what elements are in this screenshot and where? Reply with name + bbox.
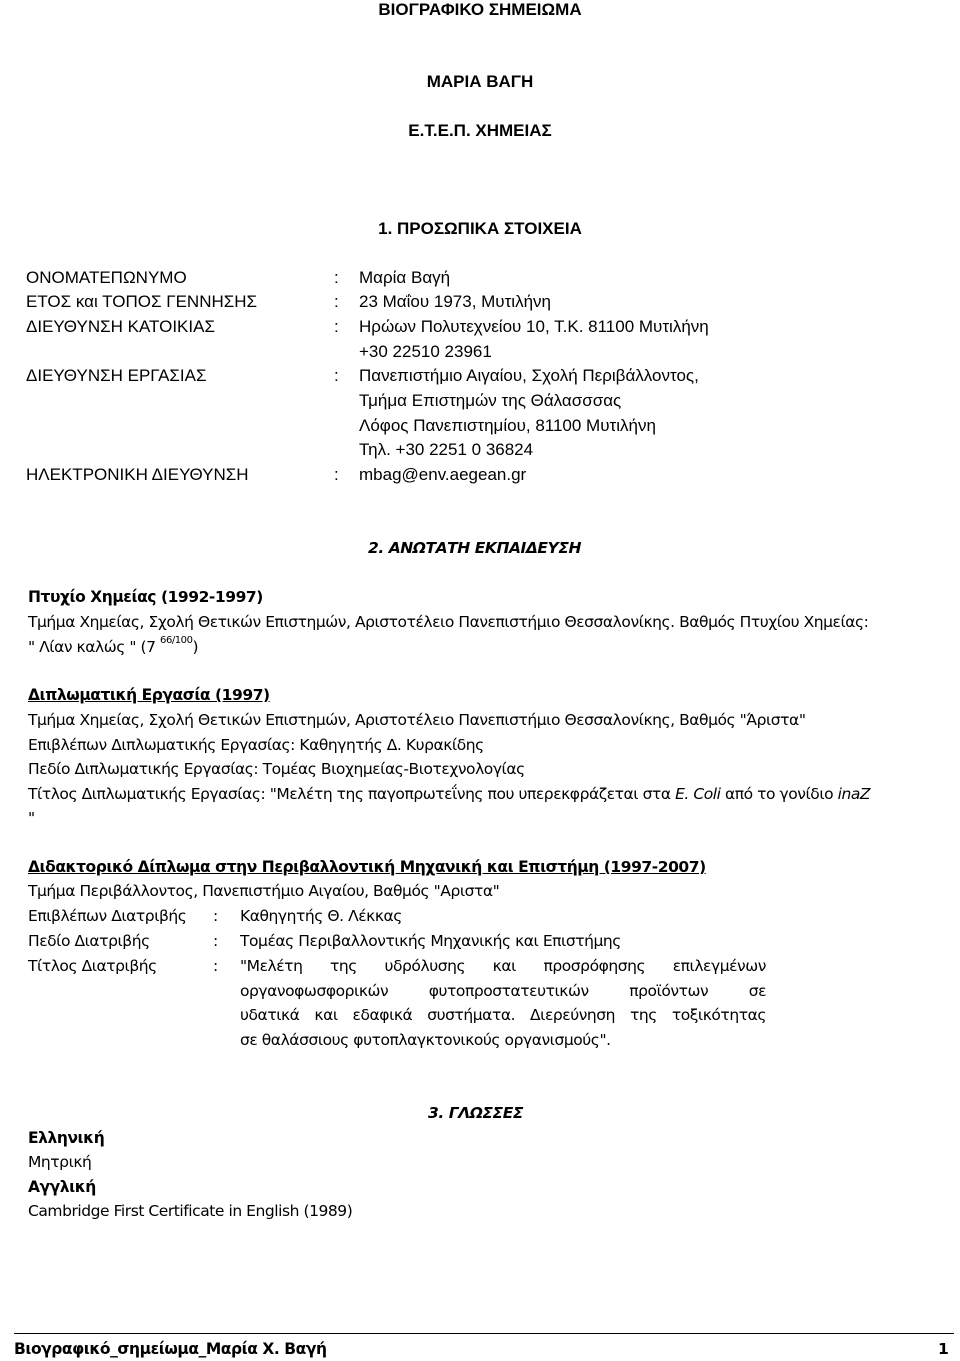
label-email: ΗΛΕΚΤΡΟΝΙΚΗ ΔΙΕΥΘΥΝΣΗ — [26, 465, 249, 484]
phd-value-title-line-3: υδατικά και εδαφικά συστήματα. Διερεύνηση της τοξικότητας — [240, 1006, 766, 1024]
value-work-address-1: Πανεπιστήμιο Αιγαίου, Σχολή Περιβάλλοντος, — [359, 366, 699, 385]
label-work-address: ΔΙΕΥΘΥΝΣΗ ΕΡΓΑΣΙΑΣ — [26, 366, 207, 385]
separator-colon: : — [334, 268, 339, 287]
value-home-phone: +30 22510 23961 — [359, 342, 492, 361]
phd-label-supervisor: Επιβλέπων Διατριβής — [28, 907, 187, 925]
footer-page-number: 1 — [938, 1340, 949, 1358]
phd-department: Τμήμα Περιβάλλοντος, Πανεπιστήμιο Αιγαίου, Βαθμός "Αριστα" — [28, 882, 500, 900]
section-personal-heading: 1. ΠΡΟΣΩΠΙΚΑ ΣΤΟΙΧΕΙΑ — [378, 219, 582, 238]
language-name-english: Αγγλική — [28, 1178, 96, 1196]
degree-details: Τμήμα Χημείας, Σχολή Θετικών Επιστημών, Αριστοτέλειο Πανεπιστήμιο Θεσσαλονίκης. Βαθμός Πτυχίου Χημείας: — [28, 613, 869, 631]
diploma-title: Διπλωματική Εργασία (1997) — [28, 686, 270, 704]
diploma-thesis-gene: inaZ — [837, 785, 871, 803]
separator-colon: : — [213, 957, 218, 975]
degree-grade-text: " Λίαν καλώς " (7 — [28, 638, 161, 656]
diploma-department: Τμήμα Χημείας, Σχολή Θετικών Επιστημών, Αριστοτέλειο Πανεπιστήμιο Θεσσαλονίκης, Βαθμός "Άριστα" — [28, 711, 806, 729]
section-education-heading: 2. ΑΝΩΤΑΤΗ ΕΚΠΑΙΔΕΥΣΗ — [368, 539, 581, 557]
label-fullname: ΟΝΟΜΑΤΕΠΩΝΥΜΟ — [26, 268, 187, 287]
diploma-thesis-organism: E. Coli — [675, 785, 721, 803]
footer-divider — [14, 1333, 954, 1334]
phd-value-field: Τομέας Περιβαλλοντικής Μηχανικής και Επιστήμης — [240, 932, 621, 950]
separator-colon: : — [334, 366, 339, 385]
diploma-thesis-text-2: από το γονίδιο — [720, 785, 838, 803]
language-name-greek: Ελληνική — [28, 1129, 105, 1147]
separator-colon: : — [334, 317, 339, 336]
degree-grade-fraction: 66/100 — [160, 634, 193, 646]
diploma-thesis-title — [28, 782, 870, 806]
separator-colon: : — [213, 932, 218, 950]
value-work-address-3: Λόφος Πανεπιστημίου, 81100 Μυτιλήνη — [359, 416, 656, 435]
phd-value-title-line-2: οργανοφωσφορικών φυτοπροστατευτικών προϊόντων σε — [240, 982, 766, 1000]
person-position: Ε.Τ.Ε.Π. ΧΗΜΕΙΑΣ — [408, 121, 552, 140]
diploma-thesis-close-quote: " — [28, 809, 35, 827]
person-name: ΜΑΡΙΑ ΒΑΓΗ — [426, 72, 534, 91]
language-level-greek: Μητρική — [28, 1153, 92, 1171]
phd-value-supervisor: Καθηγητής Θ. Λέκκας — [240, 907, 402, 925]
email-link[interactable]: mbag@env.aegean.gr — [359, 465, 527, 484]
degree-grade — [28, 635, 198, 659]
document-title: ΒΙΟΓΡΑΦΙΚΟ ΣΗΜΕΙΩΜΑ — [378, 0, 582, 19]
degree-title: Πτυχίο Χημείας (1992-1997) — [28, 588, 263, 606]
value-fullname: Μαρία Βαγή — [359, 268, 451, 287]
diploma-supervisor: Επιβλέπων Διπλωματικής Εργασίας: Καθηγητής Δ. Κυρακίδης — [28, 736, 484, 754]
diploma-thesis-text: Τίτλος Διπλωματικής Εργασίας: "Μελέτη της παγοπρωτεΐνης που υπερεκφράζεται στα — [28, 785, 676, 803]
phd-label-field: Πεδίο Διατριβής — [28, 932, 150, 950]
degree-grade-close: ) — [192, 638, 199, 656]
value-work-phone: Τηλ. +30 2251 0 36824 — [359, 440, 534, 459]
phd-title: Διδακτορικό Δίπλωμα στην Περιβαλλοντική Μηχανική και Επιστήμη (1997-2007) — [28, 858, 706, 876]
separator-colon: : — [334, 292, 339, 311]
separator-colon: : — [213, 907, 218, 925]
diploma-field: Πεδίο Διπλωματικής Εργασίας: Τομέας Βιοχημείας-Βιοτεχνολογίας — [28, 760, 525, 778]
footer-document-name: Βιογραφικό_σημείωμα_Μαρία Χ. Βαγή — [14, 1340, 327, 1358]
language-level-english: Cambridge First Certificate in English (1989) — [28, 1202, 353, 1220]
label-home-address: ΔΙΕΥΘΥΝΣΗ ΚΑΤΟΙΚΙΑΣ — [26, 317, 215, 336]
value-birth: 23 Μαΐου 1973, Μυτιλήνη — [359, 292, 551, 311]
phd-label-title: Τίτλος Διατριβής — [28, 957, 157, 975]
label-birth: ΕΤΟΣ και ΤΟΠΟΣ ΓΕΝΝΗΣΗΣ — [26, 292, 258, 311]
section-languages-heading: 3. ΓΛΩΣΣΕΣ — [428, 1104, 523, 1122]
value-work-address-2: Τμήμα Επιστημών της Θάλασσσας — [359, 391, 622, 410]
phd-value-title-line-1: "Μελέτη της υδρόλυσης και προσρόφησης επιλεγμένων — [240, 957, 766, 975]
separator-colon: : — [334, 465, 339, 484]
phd-value-title-line-4: σε θαλάσσιους φυτοπλαγκτονικούς οργανισμούς". — [240, 1031, 611, 1049]
value-home-address: Ηρώων Πολυτεχνείου 10, Τ.Κ. 81100 Μυτιλήνη — [359, 317, 709, 336]
